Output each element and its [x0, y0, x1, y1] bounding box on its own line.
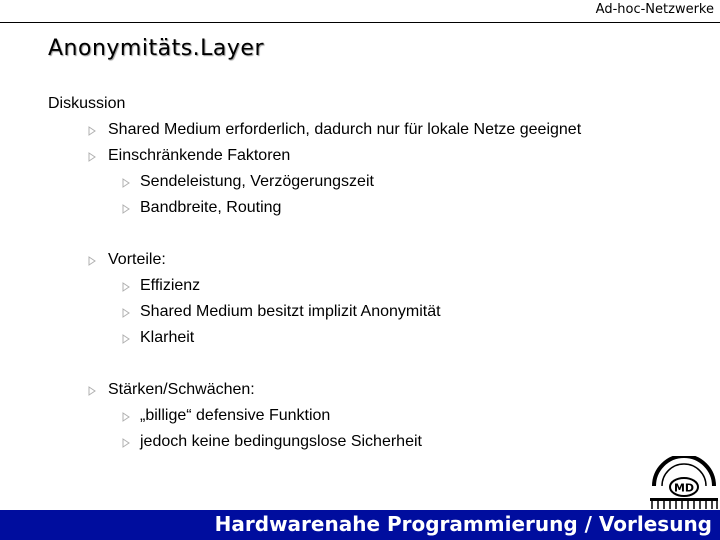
bullet-arrow-icon: [88, 126, 96, 136]
sub-bullet-item: Sendeleistung, Verzögerungszeit: [140, 173, 374, 190]
bullet-item: Vorteile:: [108, 251, 166, 268]
bullet-item: Stärken/Schwächen:: [108, 381, 255, 398]
slide-title: Anonymitäts.Layer: [48, 36, 264, 61]
sub-bullet-item: jedoch keine bedingungslose Sicherheit: [140, 433, 422, 450]
university-logo-icon: [648, 456, 720, 512]
footer-course-title: Hardwarenahe Programmierung / Vorlesung: [214, 512, 712, 536]
sub-bullet-arrow-icon: [122, 308, 130, 318]
bullet-item: Shared Medium erforderlich, dadurch nur für lokale Netze geeignet: [108, 121, 582, 138]
footer-bar: [0, 510, 720, 540]
bullet-item: Einschränkende Faktoren: [108, 147, 291, 164]
header-divider: [0, 22, 720, 23]
sub-bullet-arrow-icon: [122, 334, 130, 344]
sub-bullet-item: Effizienz: [140, 277, 201, 294]
sub-bullet-arrow-icon: [122, 412, 130, 422]
logo-label: MD: [673, 481, 695, 495]
sub-bullet-item: „billige“ defensive Funktion: [140, 407, 331, 424]
bullet-arrow-icon: [88, 152, 96, 162]
bullet-arrow-icon: [88, 386, 96, 396]
header-course-tag: Ad-hoc-Netzwerke: [595, 2, 714, 17]
sub-bullet-item: Klarheit: [140, 329, 195, 346]
section-heading: Diskussion: [48, 95, 126, 112]
sub-bullet-item: Bandbreite, Routing: [140, 199, 282, 216]
sub-bullet-arrow-icon: [122, 282, 130, 292]
bullet-arrow-icon: [88, 256, 96, 266]
sub-bullet-arrow-icon: [122, 178, 130, 188]
sub-bullet-arrow-icon: [122, 438, 130, 448]
sub-bullet-arrow-icon: [122, 204, 130, 214]
sub-bullet-item: Shared Medium besitzt implizit Anonymität: [140, 303, 441, 320]
